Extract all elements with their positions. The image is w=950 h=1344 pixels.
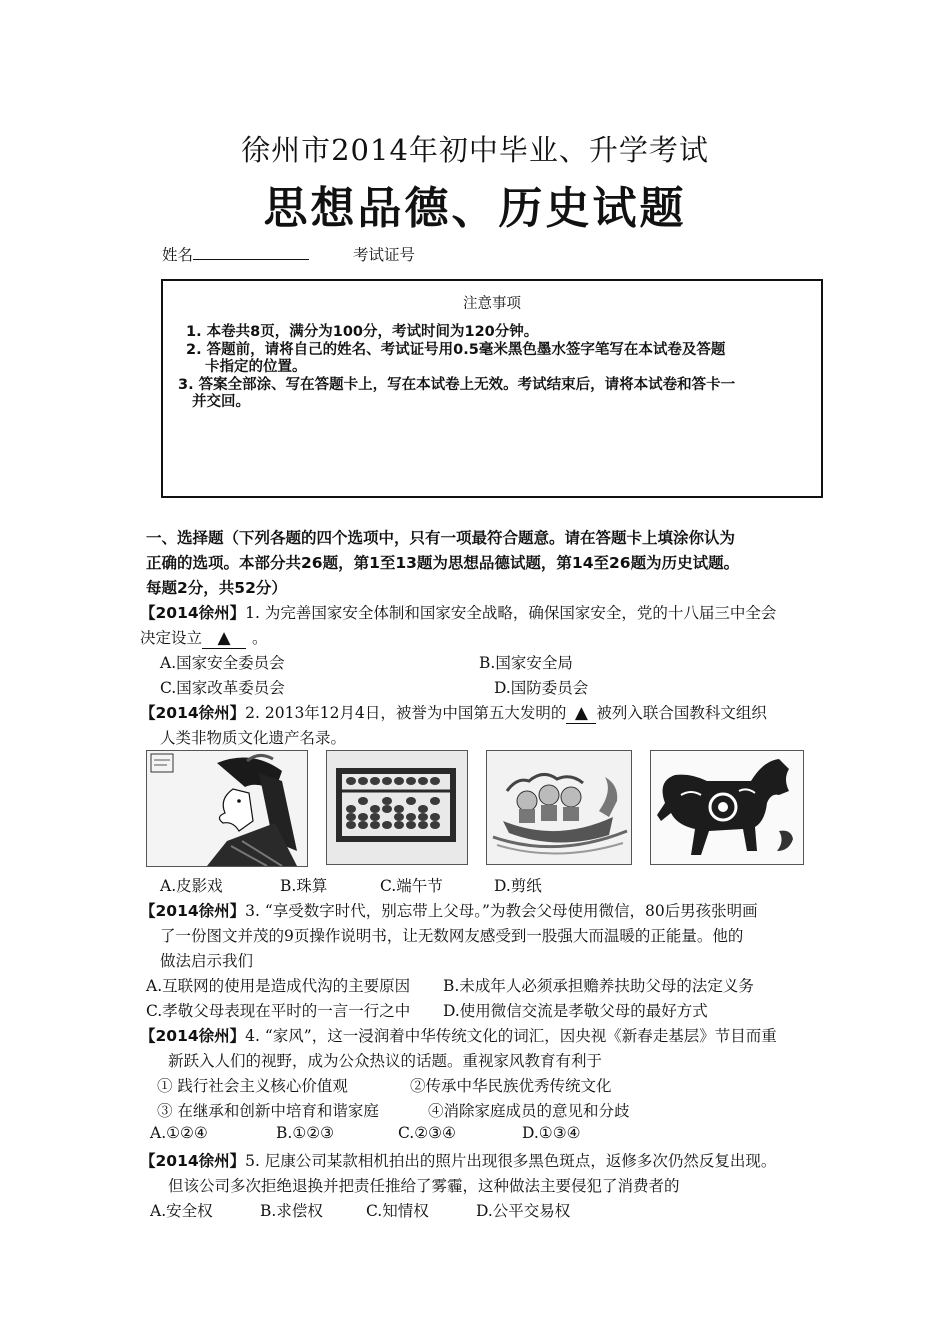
- notice-heading: 注意事项: [463, 296, 521, 312]
- shadow-puppet-image: [146, 750, 308, 867]
- abacus-image: [326, 750, 468, 865]
- question-2-text-cont: 被列入联合国教科文组织: [596, 704, 767, 722]
- q2-option-d[interactable]: D.剪纸: [494, 877, 542, 895]
- q4-item-2: ②传承中华民族优秀传统文化: [410, 1077, 612, 1095]
- question-tag: 【2014徐州】: [140, 1027, 246, 1045]
- q4-option-a[interactable]: A.①②④: [150, 1124, 208, 1142]
- q4-option-c[interactable]: C.②③④: [398, 1124, 456, 1142]
- question-4-line-1: [140, 1024, 777, 1046]
- question-2-line-2: 人类非物质文化遗产名录。: [160, 729, 347, 747]
- exam-id-label: 考试证号: [353, 246, 416, 264]
- q3-option-b[interactable]: B.未成年人必须承担赡养扶助父母的法定义务: [443, 977, 754, 995]
- question-3-line-2: 了一份图文并茂的9页操作说明书，让无数网友感受到一股强大而温暖的正能量。他的: [160, 927, 744, 945]
- question-1-line-2: [140, 626, 268, 649]
- q1-option-d[interactable]: D.国防委员会: [494, 679, 589, 697]
- section-heading-line-3: 每题2分，共52分）: [146, 579, 287, 597]
- question-3-text: 3. “享受数字时代，别忘带上父母。”为教会父母使用微信，80后男孩张明画: [245, 902, 758, 920]
- q5-option-d[interactable]: D.公平交易权: [476, 1202, 571, 1220]
- section-heading-line-2: 正确的选项。本部分共26题，第1至13题为思想品德试题，第14至26题为历史试题。: [146, 554, 740, 572]
- q3-option-a[interactable]: A.互联网的使用是造成代沟的主要原因: [146, 977, 411, 995]
- exam-title: 思想品德、历史试题: [263, 183, 687, 234]
- q2-option-a[interactable]: A.皮影戏: [160, 877, 223, 895]
- question-2-text: 2. 2013年12月4日，被誉为中国第五大发明的: [245, 704, 567, 722]
- question-5-line-2: 但该公司多次拒绝退换并把责任推给了雾霾，这种做法主要侵犯了消费者的: [168, 1177, 680, 1195]
- q3-option-c[interactable]: C.孝敬父母表现在平时的一言一行之中: [146, 1002, 411, 1020]
- question-tag: 【2014徐州】: [140, 604, 246, 622]
- paper-cut-horse-image: [650, 750, 804, 865]
- q5-option-b[interactable]: B.求偿权: [260, 1202, 323, 1220]
- question-1-line-1: [140, 601, 776, 623]
- question-2-blank[interactable]: [566, 703, 596, 724]
- q4-item-1: ① 践行社会主义核心价值观: [157, 1077, 348, 1095]
- q5-option-a[interactable]: A.安全权: [150, 1202, 213, 1220]
- notice-item-2-cont: 卡指定的位置。: [205, 359, 307, 375]
- q4-option-b[interactable]: B.①②③: [276, 1124, 335, 1142]
- dragon-boat-image: [486, 750, 632, 865]
- notice-item-1: 1. 本卷共8页，满分为100分，考试时间为120分钟。: [186, 324, 539, 340]
- q1-option-b[interactable]: B.国家安全局: [479, 654, 573, 672]
- q1-option-a[interactable]: A.国家安全委员会: [160, 654, 285, 672]
- name-blank-line[interactable]: [193, 245, 309, 260]
- question-tag: 【2014徐州】: [140, 1152, 246, 1170]
- notice-item-3-cont: 并交回。: [192, 394, 250, 410]
- question-1-period: 。: [252, 629, 268, 647]
- question-1-blank[interactable]: [202, 628, 246, 649]
- question-4-text: 4. “家风”，这一浸润着中华传统文化的词汇，因央视《新春走基层》节目而重: [245, 1027, 777, 1045]
- q2-option-c[interactable]: C.端午节: [380, 877, 443, 895]
- triangle-marker-icon: ▲: [574, 703, 588, 723]
- section-heading-line-1: 一、选择题（下列各题的四个选项中，只有一项最符合题意。请在答题卡上填涂你认为: [146, 529, 736, 547]
- name-field[interactable]: [162, 243, 309, 265]
- notice-item-3: 3. 答案全部涂、写在答题卡上，写在本试卷上无效。考试结束后，请将本试卷和答卡一: [178, 377, 736, 393]
- exam-subtitle: 徐州市2014年初中毕业、升学考试: [241, 133, 709, 167]
- question-5-text: 5. 尼康公司某款相机拍出的照片出现很多黑色斑点，返修多次仍然反复出现。: [245, 1152, 777, 1170]
- q4-item-3: ③ 在继承和创新中培育和谐家庭: [157, 1102, 379, 1120]
- q4-option-d[interactable]: D.①③④: [522, 1124, 581, 1142]
- question-5-line-1: [140, 1149, 776, 1171]
- notice-item-2: 2. 答题前，请将自己的姓名、考试证号用0.5毫米黑色墨水签字笔写在本试卷及答题: [186, 342, 726, 358]
- triangle-marker-icon: ▲: [217, 628, 231, 648]
- question-tag: 【2014徐州】: [140, 704, 246, 722]
- question-3-line-1: [140, 899, 758, 921]
- question-2-line-1: [140, 701, 767, 724]
- name-label: 姓名: [162, 246, 194, 264]
- question-tag: 【2014徐州】: [140, 902, 246, 920]
- q1-option-c[interactable]: C.国家改革委员会: [160, 679, 285, 697]
- question-1-text: 1. 为完善国家安全体制和国家安全战略，确保国家安全，党的十八届三中全会: [245, 604, 777, 622]
- question-1-text-2: 决定设立: [140, 629, 203, 647]
- q2-option-b[interactable]: B.珠算: [280, 877, 328, 895]
- q5-option-c[interactable]: C.知情权: [366, 1202, 429, 1220]
- question-3-line-3: 做法启示我们: [160, 952, 254, 970]
- question-4-line-2: 新跃入人们的视野，成为公众热议的话题。重视家风教育有利于: [168, 1052, 603, 1070]
- q3-option-d[interactable]: D.使用微信交流是孝敬父母的最好方式: [443, 1002, 708, 1020]
- q4-item-4: ④消除家庭成员的意见和分歧: [428, 1102, 630, 1120]
